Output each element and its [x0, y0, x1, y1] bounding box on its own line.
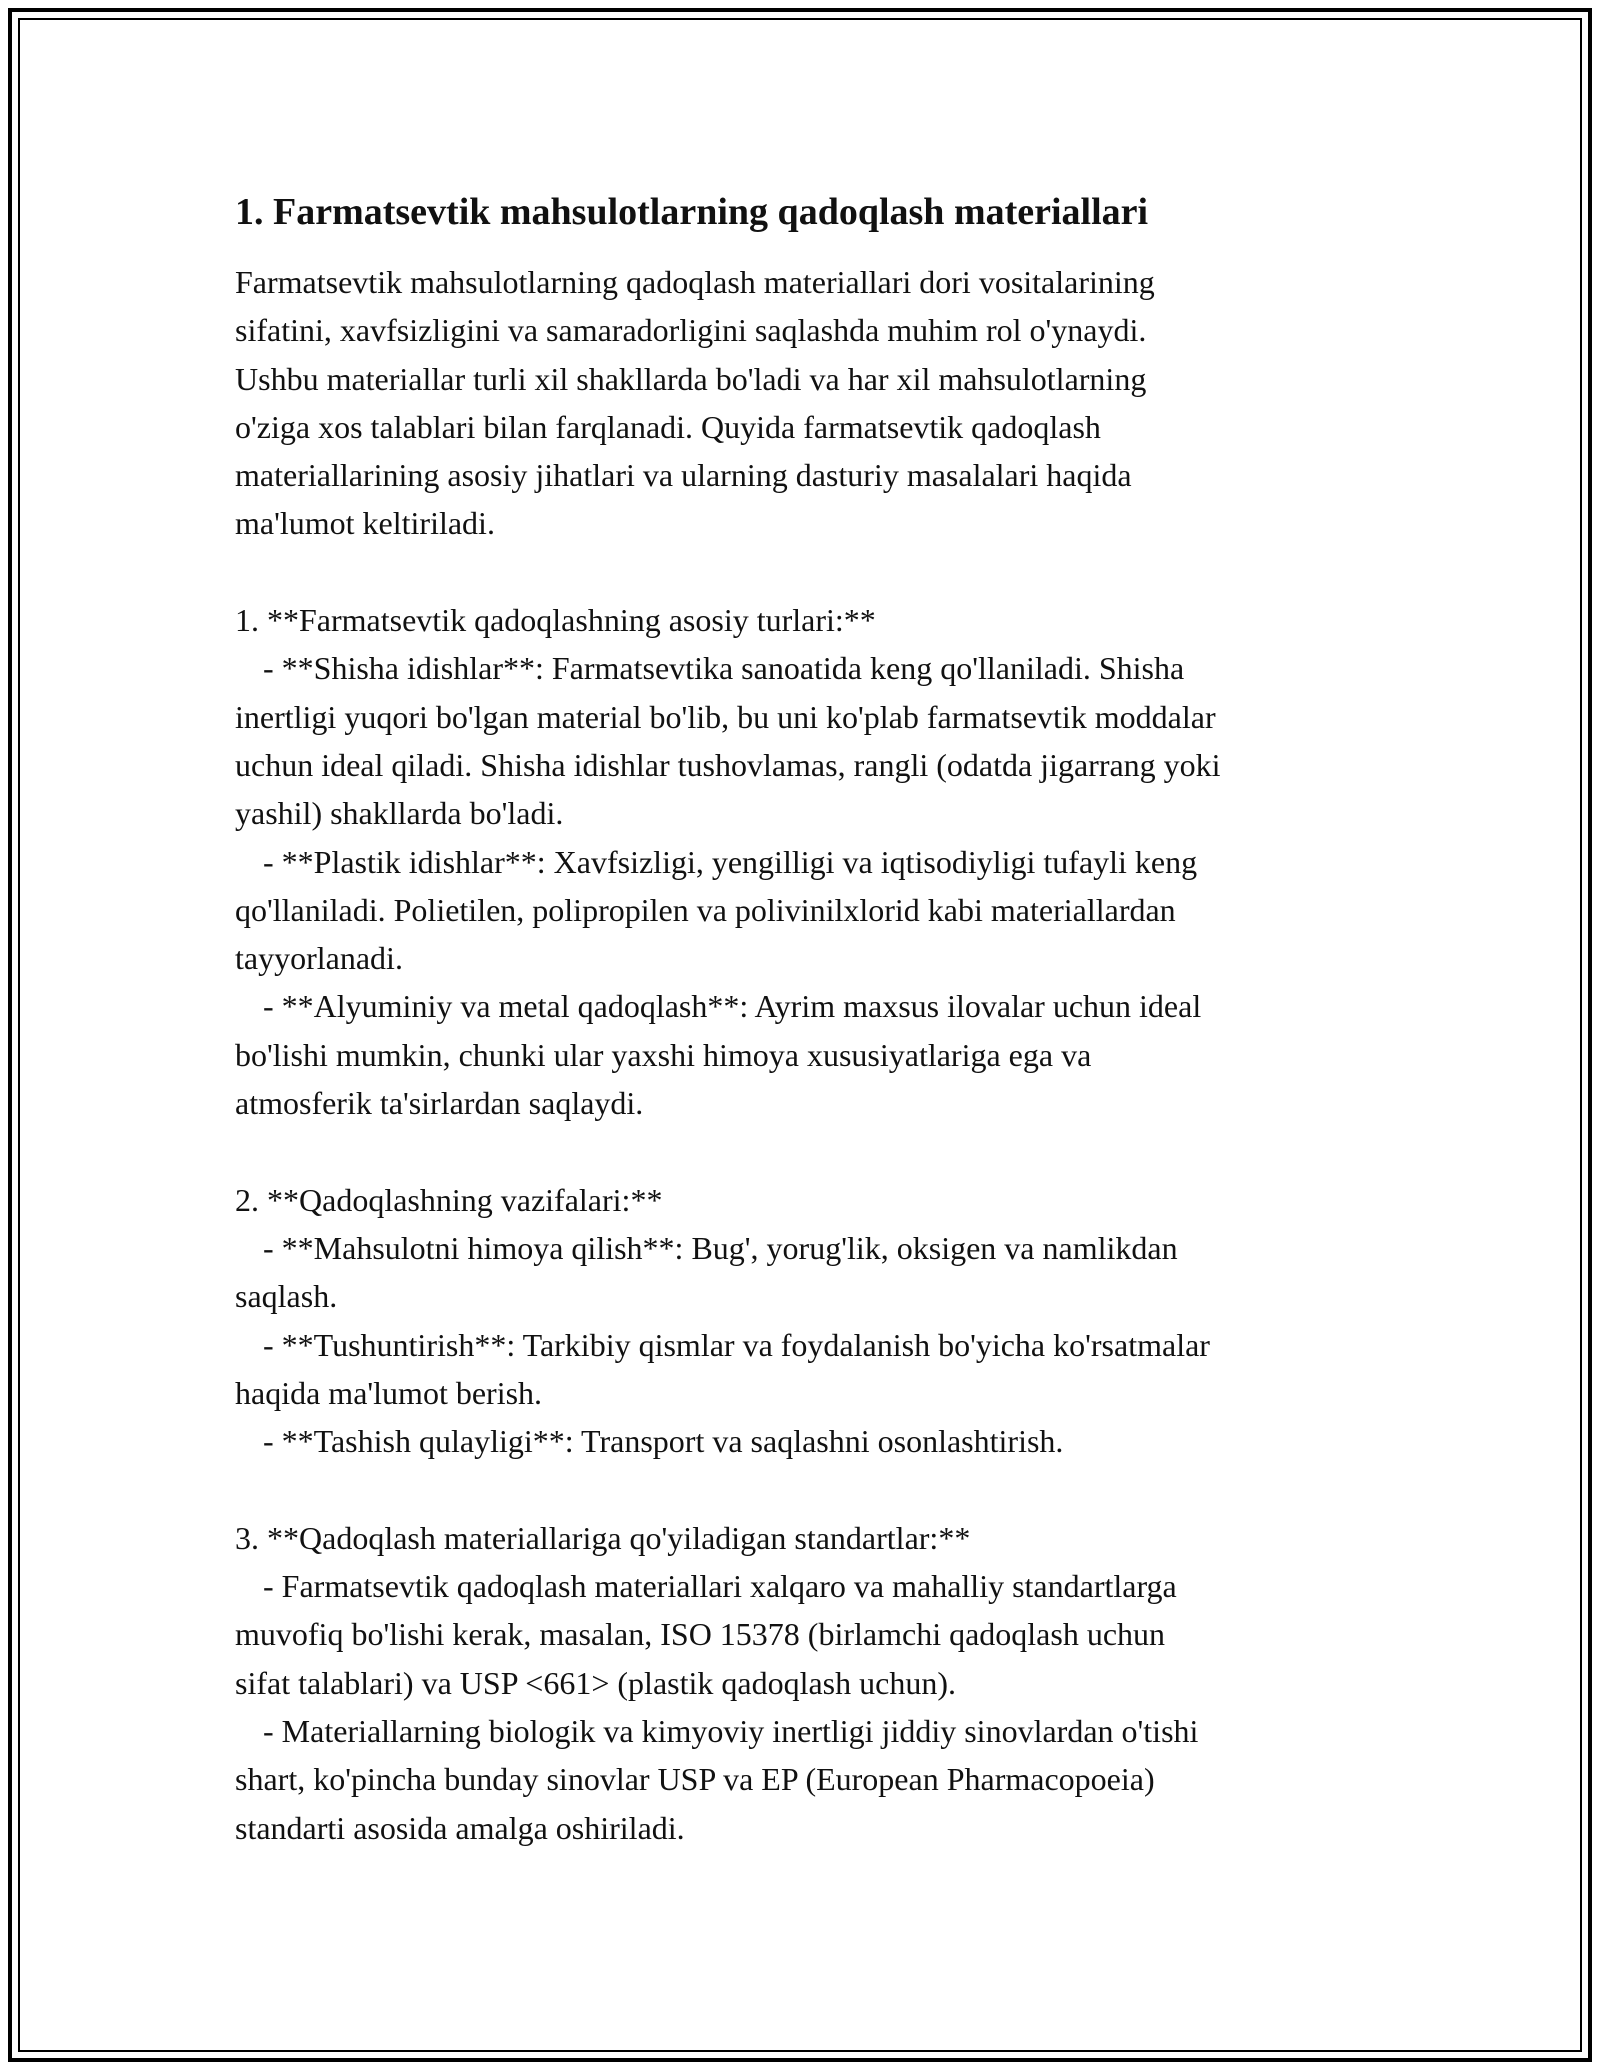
section-2 [235, 1176, 1375, 1466]
intro-line: Farmatsevtik mahsulotlarning qadoqlash materiallari dori vositalarining [235, 264, 1155, 300]
list-item-line: haqida ma'lumot berish. [235, 1374, 543, 1411]
list-item-line: muvofiq bo'lishi kerak, masalan, ISO 15378 (birlamchi qadoqlash uchun [235, 1616, 1166, 1653]
list-item-line: - **Mahsulotni himoya qilish**: Bug', yorug'lik, oksigen va namlikdan [263, 1229, 1178, 1266]
list-item-line: - **Tushuntirish**: Tarkibiy qismlar va foydalanish bo'yicha ko'rsatmalar [263, 1326, 1210, 1363]
intro-line: ma'lumot keltiriladi. [235, 505, 495, 542]
intro-line: o'ziga xos talablari bilan farqlanadi. Quyida farmatsevtik qadoqlash [235, 408, 1101, 445]
section-3 [235, 1514, 1375, 1852]
list-item-line: - **Tashish qulayligi**: Transport va saqlashni osonlashtirish. [263, 1423, 1064, 1460]
list-item-line: qo'llaniladi. Polietilen, polipropilen va polivinilxlorid kabi materiallardan [235, 891, 1176, 928]
list-item-line: - **Alyuminiy va metal qadoqlash**: Ayrim maxsus ilovalar uchun ideal [263, 988, 1202, 1025]
section-heading: 1. Farmatsevtik mahsulotlarning qadoqlash materiallari [235, 191, 1149, 233]
list-item-line: uchun ideal qiladi. Shisha idishlar tushovlamas, rangli (odatda jigarrang yoki [235, 746, 1221, 783]
paragraph-gap [235, 548, 1375, 596]
list-item-line: sifat talablari) va USP <661> (plastik qadoqlash uchun). [235, 1664, 956, 1701]
paragraph-gap [235, 1127, 1375, 1175]
list-item-line: - Materiallarning biologik va kimyoviy inertligi jiddiy sinovlardan o'tishi [263, 1712, 1199, 1749]
section-1-title: 1. **Farmatsevtik qadoqlashning asosiy turlari:** [235, 602, 876, 639]
intro-paragraph [235, 258, 1375, 548]
section-3-title: 3. **Qadoqlash materiallariga qo'yiladigan standartlar:** [235, 1519, 971, 1556]
document-body [235, 186, 1375, 1852]
list-item-line: - **Plastik idishlar**: Xavfsizligi, yengilligi va iqtisodiyligi tufayli keng [263, 843, 1198, 880]
list-item-line: atmosferik ta'sirlardan saqlaydi. [235, 1085, 644, 1122]
list-item-line: - Farmatsevtik qadoqlash materiallari xalqaro va mahalliy standartlarga [263, 1568, 1177, 1605]
list-item-line: - **Shisha idishlar**: Farmatsevtika sanoatida keng qo'llaniladi. Shisha [263, 650, 1185, 687]
paragraph-gap [235, 1465, 1375, 1513]
intro-line: Ushbu materiallar turli xil shakllarda bo'ladi va har xil mahsulotlarning [235, 360, 1147, 397]
list-item-line: yashil) shakllarda bo'ladi. [235, 795, 564, 832]
list-item-line: tayyorlanadi. [235, 940, 403, 977]
list-item-line: shart, ko'pincha bunday sinovlar USP va EP (European Pharmacopoeia) [235, 1761, 1155, 1798]
section-1 [235, 596, 1375, 1127]
list-item-line: inertligi yuqori bo'lgan material bo'lib, bu uni ko'plab farmatsevtik moddalar [235, 698, 1216, 735]
intro-line: sifatini, xavfsizligini va samaradorligini saqlashda muhim rol o'ynaydi. [235, 312, 1147, 349]
list-item-line: standarti asosida amalga oshiriladi. [235, 1809, 685, 1846]
list-item-line: saqlash. [235, 1278, 338, 1315]
section-2-title: 2. **Qadoqlashning vazifalari:** [235, 1181, 663, 1218]
list-item-line: bo'lishi mumkin, chunki ular yaxshi himoya xususiyatlariga ega va [235, 1036, 1092, 1073]
intro-line: materiallarining asosiy jihatlari va ularning dasturiy masalalari haqida [235, 457, 1132, 494]
